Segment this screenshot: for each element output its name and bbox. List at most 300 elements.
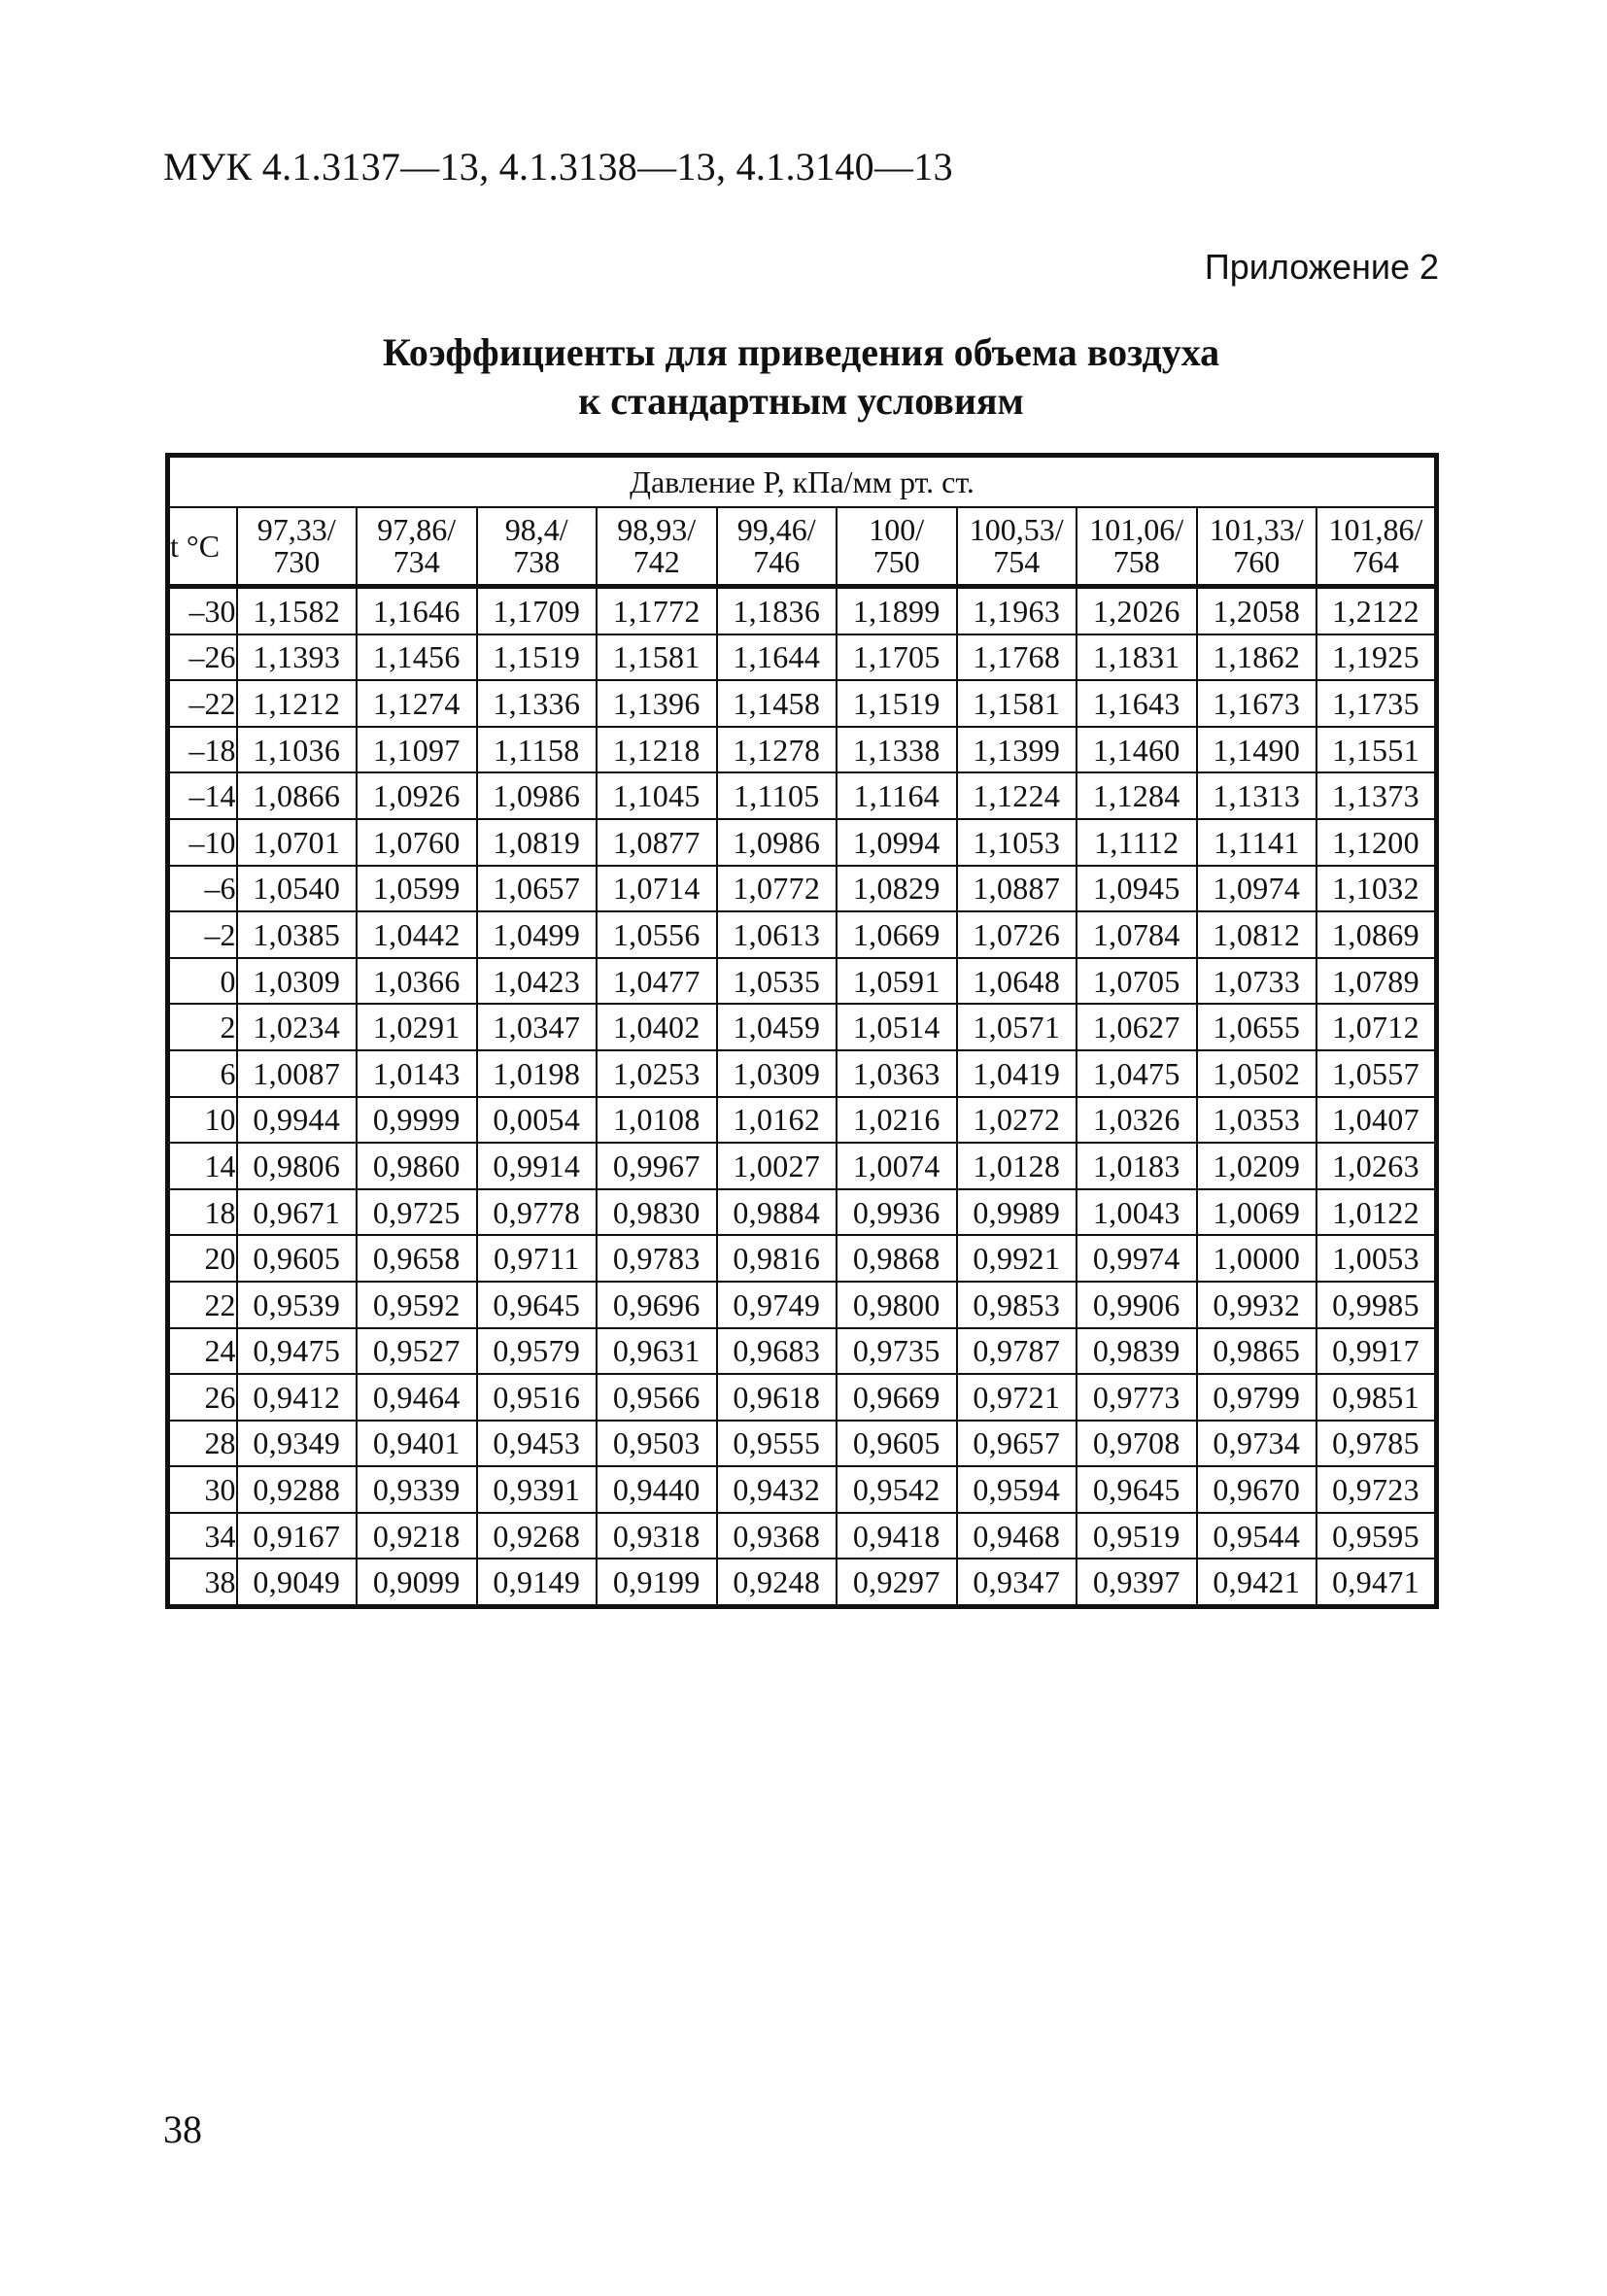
coefficient-cell: 0,9503 <box>597 1421 717 1467</box>
temperature-cell: –6 <box>168 866 237 912</box>
page-title <box>163 328 1439 426</box>
table-row <box>168 911 1437 958</box>
temperature-cell: –26 <box>168 634 237 681</box>
temperature-cell: 6 <box>168 1050 237 1097</box>
column-header <box>837 507 957 587</box>
coefficient-cell: 1,0974 <box>1197 866 1317 912</box>
coefficient-cell: 0,9645 <box>477 1282 598 1328</box>
coefficient-cell: 0,9906 <box>1077 1282 1197 1328</box>
coefficient-cell: 0,9735 <box>837 1328 957 1375</box>
coefficient-cell: 1,1164 <box>837 772 957 819</box>
coefficient-cell: 0,9868 <box>837 1235 957 1282</box>
coefficient-cell: 1,1709 <box>477 587 598 634</box>
coefficient-cell: 1,0945 <box>1077 866 1197 912</box>
coefficient-cell: 1,1519 <box>837 680 957 727</box>
title-line-2: к стандартным условиям <box>578 379 1024 423</box>
coefficient-cell: 1,1097 <box>357 727 477 773</box>
coefficient-cell: 1,0657 <box>477 866 598 912</box>
temperature-cell: 0 <box>168 958 237 1005</box>
column-header-mm: 758 <box>1112 544 1160 579</box>
coefficient-cell: 1,1393 <box>237 634 358 681</box>
coefficient-cell: 1,0234 <box>237 1004 358 1050</box>
coefficient-cell: 0,9049 <box>237 1559 358 1606</box>
coefficient-cell: 1,1581 <box>957 680 1077 727</box>
coefficient-cell: 1,0419 <box>957 1050 1077 1097</box>
coefficient-cell: 1,0877 <box>597 819 717 866</box>
coefficient-cell: 0,9401 <box>357 1421 477 1467</box>
coefficient-cell: 0,9605 <box>237 1235 358 1282</box>
temperature-cell: 30 <box>168 1466 237 1513</box>
coefficient-cell: 0,9542 <box>837 1466 957 1513</box>
column-header-mm: 742 <box>633 544 680 579</box>
coefficient-cell: 1,2058 <box>1197 587 1317 634</box>
table-row <box>168 727 1437 773</box>
coefficient-cell: 1,1274 <box>357 680 477 727</box>
coefficient-cell: 0,9318 <box>597 1513 717 1559</box>
coefficient-cell: 0,9594 <box>957 1466 1077 1513</box>
column-header-mm: 746 <box>753 544 801 579</box>
coefficient-cell: 0,9783 <box>597 1235 717 1282</box>
coefficient-cell: 0,9671 <box>237 1189 358 1236</box>
coefficient-cell: 1,0198 <box>477 1050 598 1097</box>
temperature-cell: 2 <box>168 1004 237 1050</box>
table-row <box>168 680 1437 727</box>
coefficient-cell: 1,0209 <box>1197 1143 1317 1189</box>
coefficient-cell: 0,9418 <box>837 1513 957 1559</box>
coefficient-cell: 0,9605 <box>837 1421 957 1467</box>
coefficient-cell: 1,1373 <box>1316 772 1437 819</box>
coefficient-cell: 1,0655 <box>1197 1004 1317 1050</box>
column-header-kpa: 97,33/ <box>256 512 336 547</box>
coefficient-cell: 1,0074 <box>837 1143 957 1189</box>
coefficient-cell: 1,1582 <box>237 587 358 634</box>
temperature-cell: 28 <box>168 1421 237 1467</box>
coefficient-cell: 1,0253 <box>597 1050 717 1097</box>
coefficient-cell: 0,9787 <box>957 1328 1077 1375</box>
temperature-cell: 22 <box>168 1282 237 1328</box>
coefficient-cell: 1,1036 <box>237 727 358 773</box>
coefficient-cell: 0,9527 <box>357 1328 477 1375</box>
coefficient-cell: 1,0475 <box>1077 1050 1197 1097</box>
table-row <box>168 1189 1437 1236</box>
coefficient-cell: 1,0926 <box>357 772 477 819</box>
temperature-cell: 24 <box>168 1328 237 1375</box>
coefficient-cell: 1,0772 <box>717 866 838 912</box>
column-header <box>957 507 1077 587</box>
coefficient-cell: 0,9725 <box>357 1189 477 1236</box>
coefficient-cell: 1,1551 <box>1316 727 1437 773</box>
title-line-1: Коэффициенты для приведения объема воздуха <box>382 330 1220 374</box>
column-header-kpa: 98,93/ <box>617 512 697 547</box>
table-row <box>168 819 1437 866</box>
coefficient-cell: 1,1224 <box>957 772 1077 819</box>
coefficient-cell: 1,0819 <box>477 819 598 866</box>
coefficient-cell: 1,0986 <box>717 819 838 866</box>
column-header <box>237 507 358 587</box>
coefficient-cell: 1,1643 <box>1077 680 1197 727</box>
coefficient-cell: 1,1646 <box>357 587 477 634</box>
coefficient-cell: 1,0402 <box>597 1004 717 1050</box>
coefficient-cell: 1,0309 <box>717 1050 838 1097</box>
coefficient-cell: 1,0353 <box>1197 1097 1317 1144</box>
coefficient-cell: 1,0366 <box>357 958 477 1005</box>
coefficient-cell: 1,0669 <box>837 911 957 958</box>
coefficient-cell: 0,9464 <box>357 1374 477 1421</box>
coefficient-cell: 0,9799 <box>1197 1374 1317 1421</box>
coefficient-cell: 0,9432 <box>717 1466 838 1513</box>
coefficient-cell: 0,9936 <box>837 1189 957 1236</box>
table-row <box>168 958 1437 1005</box>
coefficient-cell: 0,9721 <box>957 1374 1077 1421</box>
coefficient-cell: 0,9618 <box>717 1374 838 1421</box>
coefficient-cell: 0,9711 <box>477 1235 598 1282</box>
coefficient-cell: 1,0309 <box>237 958 358 1005</box>
coefficient-cell: 1,0128 <box>957 1143 1077 1189</box>
coefficient-cell: 0,9999 <box>357 1097 477 1144</box>
coefficient-cell: 1,1336 <box>477 680 598 727</box>
column-header <box>717 507 838 587</box>
coefficient-cell: 0,9391 <box>477 1466 598 1513</box>
coefficient-cell: 1,1212 <box>237 680 358 727</box>
coefficient-cell: 0,9218 <box>357 1513 477 1559</box>
coefficient-cell: 1,1836 <box>717 587 838 634</box>
coefficient-cell: 1,0423 <box>477 958 598 1005</box>
coefficient-cell: 0,9149 <box>477 1559 598 1606</box>
temperature-cell: 34 <box>168 1513 237 1559</box>
coefficient-cell: 0,9397 <box>1077 1559 1197 1606</box>
coefficient-cell: 0,9297 <box>837 1559 957 1606</box>
coefficient-cell: 0,9268 <box>477 1513 598 1559</box>
coefficient-cell: 0,9288 <box>237 1466 358 1513</box>
coefficient-cell: 0,9785 <box>1316 1421 1437 1467</box>
coefficient-cell: 1,1519 <box>477 634 598 681</box>
coefficient-cell: 0,9248 <box>717 1559 838 1606</box>
table-row <box>168 1235 1437 1282</box>
temperature-cell: 38 <box>168 1559 237 1606</box>
coefficient-cell: 0,9579 <box>477 1328 598 1375</box>
coefficient-cell: 0,9944 <box>237 1097 358 1144</box>
coefficient-cell: 1,0789 <box>1316 958 1437 1005</box>
coefficient-cell: 0,9932 <box>1197 1282 1317 1328</box>
table-row <box>168 1513 1437 1559</box>
coefficient-cell: 1,0866 <box>237 772 358 819</box>
temperature-cell: –30 <box>168 587 237 634</box>
table-row <box>168 1097 1437 1144</box>
table-row <box>168 1282 1437 1328</box>
coefficient-cell: 0,9349 <box>237 1421 358 1467</box>
coefficient-cell: 1,0216 <box>837 1097 957 1144</box>
coefficient-cell: 1,1458 <box>717 680 838 727</box>
coefficient-cell: 1,0499 <box>477 911 598 958</box>
coefficient-table <box>165 453 1439 1609</box>
coefficient-cell: 1,0733 <box>1197 958 1317 1005</box>
coefficient-cell: 1,0183 <box>1077 1143 1197 1189</box>
table-row <box>168 1466 1437 1513</box>
coefficient-cell: 0,9471 <box>1316 1559 1437 1606</box>
coefficient-cell: 1,0442 <box>357 911 477 958</box>
table-row <box>168 866 1437 912</box>
table-row <box>168 587 1437 634</box>
coefficient-cell: 0,9839 <box>1077 1328 1197 1375</box>
coefficient-cell: 0,9670 <box>1197 1466 1317 1513</box>
coefficient-cell: 1,0760 <box>357 819 477 866</box>
coefficient-cell: 1,1396 <box>597 680 717 727</box>
coefficient-cell: 1,0000 <box>1197 1235 1317 1282</box>
coefficient-cell: 0,9773 <box>1077 1374 1197 1421</box>
coefficient-cell: 1,0714 <box>597 866 717 912</box>
coefficient-cell: 1,1218 <box>597 727 717 773</box>
coefficient-cell: 0,9592 <box>357 1282 477 1328</box>
table-row <box>168 634 1437 681</box>
coefficient-cell: 1,0812 <box>1197 911 1317 958</box>
coefficient-cell: 0,9167 <box>237 1513 358 1559</box>
coefficient-cell: 1,1772 <box>597 587 717 634</box>
coefficient-cell: 0,9967 <box>597 1143 717 1189</box>
column-header <box>357 507 477 587</box>
coefficient-cell: 1,1045 <box>597 772 717 819</box>
coefficient-cell: 1,0477 <box>597 958 717 1005</box>
coefficient-cell: 1,0069 <box>1197 1189 1317 1236</box>
coefficient-cell: 0,9708 <box>1077 1421 1197 1467</box>
coefficient-cell: 1,0053 <box>1316 1235 1437 1282</box>
coefficient-cell: 1,0143 <box>357 1050 477 1097</box>
coefficient-cell: 1,1925 <box>1316 634 1437 681</box>
coefficient-cell: 1,0385 <box>237 911 358 958</box>
table-row <box>168 772 1437 819</box>
column-header-mm: 730 <box>273 544 321 579</box>
table-row <box>168 1374 1437 1421</box>
coefficient-cell: 1,1053 <box>957 819 1077 866</box>
coefficient-cell: 0,9539 <box>237 1282 358 1328</box>
coefficient-cell: 0,9453 <box>477 1421 598 1467</box>
temperature-cell: 18 <box>168 1189 237 1236</box>
column-header <box>597 507 717 587</box>
column-header-kpa: 100/ <box>869 512 925 547</box>
page-number: 38 <box>163 2108 202 2151</box>
coefficient-cell: 0,9734 <box>1197 1421 1317 1467</box>
table-body <box>168 587 1437 1607</box>
table-row <box>168 1421 1437 1467</box>
coefficient-cell: 0,9658 <box>357 1235 477 1282</box>
coefficient-cell: 0,9806 <box>237 1143 358 1189</box>
coefficient-cell: 1,1862 <box>1197 634 1317 681</box>
coefficient-cell: 1,1705 <box>837 634 957 681</box>
coefficient-cell: 0,9544 <box>1197 1513 1317 1559</box>
coefficient-cell: 1,2122 <box>1316 587 1437 634</box>
coefficient-cell: 0,9749 <box>717 1282 838 1328</box>
coefficient-cell: 0,9099 <box>357 1559 477 1606</box>
column-header-row <box>168 507 1437 587</box>
column-header-mm: 760 <box>1233 544 1281 579</box>
coefficient-cell: 0,9555 <box>717 1421 838 1467</box>
coefficient-cell: 0,9566 <box>597 1374 717 1421</box>
coefficient-cell: 1,0027 <box>717 1143 838 1189</box>
column-header-kpa: 99,46/ <box>736 512 816 547</box>
coefficient-cell: 1,0540 <box>237 866 358 912</box>
coefficient-cell: 0,9339 <box>357 1466 477 1513</box>
coefficient-cell: 0,9412 <box>237 1374 358 1421</box>
coefficient-cell: 1,0272 <box>957 1097 1077 1144</box>
coefficient-cell: 0,9421 <box>1197 1559 1317 1606</box>
table-row <box>168 1004 1437 1050</box>
coefficient-table-container <box>165 453 1439 1609</box>
coefficient-cell: 0,9723 <box>1316 1466 1437 1513</box>
temperature-cell: 14 <box>168 1143 237 1189</box>
coefficient-cell: 0,9696 <box>597 1282 717 1328</box>
coefficient-cell: 1,0347 <box>477 1004 598 1050</box>
coefficient-cell: 1,0869 <box>1316 911 1437 958</box>
coefficient-cell: 1,0887 <box>957 866 1077 912</box>
table-row <box>168 1143 1437 1189</box>
coefficient-cell: 1,1338 <box>837 727 957 773</box>
coefficient-cell: 0,9347 <box>957 1559 1077 1606</box>
coefficient-cell: 1,0087 <box>237 1050 358 1097</box>
coefficient-cell: 1,0502 <box>1197 1050 1317 1097</box>
coefficient-cell: 1,0571 <box>957 1004 1077 1050</box>
coefficient-cell: 1,1831 <box>1077 634 1197 681</box>
coefficient-cell: 0,0054 <box>477 1097 598 1144</box>
temperature-cell: –2 <box>168 911 237 958</box>
coefficient-cell: 1,1141 <box>1197 819 1317 866</box>
coefficient-cell: 0,9368 <box>717 1513 838 1559</box>
coefficient-cell: 1,0829 <box>837 866 957 912</box>
coefficient-cell: 1,0599 <box>357 866 477 912</box>
coefficient-cell: 0,9914 <box>477 1143 598 1189</box>
coefficient-cell: 1,0407 <box>1316 1097 1437 1144</box>
coefficient-cell: 1,0591 <box>837 958 957 1005</box>
coefficient-cell: 1,1899 <box>837 587 957 634</box>
coefficient-cell: 0,9657 <box>957 1421 1077 1467</box>
coefficient-cell: 1,1112 <box>1077 819 1197 866</box>
coefficient-cell: 1,0627 <box>1077 1004 1197 1050</box>
column-header-kpa: 101,86/ <box>1328 512 1423 547</box>
coefficient-cell: 1,0613 <box>717 911 838 958</box>
coefficient-cell: 0,9917 <box>1316 1328 1437 1375</box>
temperature-cell: 10 <box>168 1097 237 1144</box>
coefficient-cell: 1,1456 <box>357 634 477 681</box>
coefficient-cell: 1,0263 <box>1316 1143 1437 1189</box>
temperature-cell: –10 <box>168 819 237 866</box>
coefficient-cell: 1,0363 <box>837 1050 957 1097</box>
coefficient-cell: 0,9853 <box>957 1282 1077 1328</box>
column-header-kpa: 100,53/ <box>969 512 1064 547</box>
coefficient-cell: 0,9519 <box>1077 1513 1197 1559</box>
table-row <box>168 1328 1437 1375</box>
coefficient-cell: 0,9645 <box>1077 1466 1197 1513</box>
temperature-cell: –18 <box>168 727 237 773</box>
appendix-label: Приложение 2 <box>1204 247 1439 287</box>
coefficient-cell: 0,9199 <box>597 1559 717 1606</box>
coefficient-cell: 0,9974 <box>1077 1235 1197 1282</box>
coefficient-cell: 1,1200 <box>1316 819 1437 866</box>
coefficient-cell: 0,9778 <box>477 1189 598 1236</box>
coefficient-cell: 0,9851 <box>1316 1374 1437 1421</box>
coefficient-cell: 0,9865 <box>1197 1328 1317 1375</box>
coefficient-cell: 1,1284 <box>1077 772 1197 819</box>
coefficient-cell: 1,0701 <box>237 819 358 866</box>
temperature-cell: 20 <box>168 1235 237 1282</box>
coefficient-cell: 0,9830 <box>597 1189 717 1236</box>
coefficient-cell: 0,9921 <box>957 1235 1077 1282</box>
coefficient-cell: 1,0726 <box>957 911 1077 958</box>
column-header <box>1197 507 1317 587</box>
column-header-mm: 750 <box>872 544 920 579</box>
coefficient-cell: 0,9683 <box>717 1328 838 1375</box>
coefficient-cell: 1,0556 <box>597 911 717 958</box>
column-header <box>477 507 598 587</box>
coefficient-cell: 0,9516 <box>477 1374 598 1421</box>
column-header-mm: 754 <box>993 544 1041 579</box>
coefficient-cell: 1,1644 <box>717 634 838 681</box>
coefficient-cell: 0,9468 <box>957 1513 1077 1559</box>
column-header <box>1316 507 1437 587</box>
column-header-kpa: 97,86/ <box>377 512 457 547</box>
coefficient-cell: 1,0986 <box>477 772 598 819</box>
column-header-mm: 764 <box>1352 544 1399 579</box>
coefficient-cell: 0,9595 <box>1316 1513 1437 1559</box>
pressure-header: Давление P, кПа/мм рт. ст. <box>168 456 1437 508</box>
coefficient-cell: 0,9860 <box>357 1143 477 1189</box>
coefficient-cell: 1,0043 <box>1077 1189 1197 1236</box>
coefficient-cell: 0,9800 <box>837 1282 957 1328</box>
table-row <box>168 1050 1437 1097</box>
coefficient-cell: 1,1581 <box>597 634 717 681</box>
coefficient-cell: 1,0994 <box>837 819 957 866</box>
document-code: МУК 4.1.3137—13, 4.1.3138—13, 4.1.3140—13 <box>163 145 953 188</box>
coefficient-cell: 1,0514 <box>837 1004 957 1050</box>
coefficient-cell: 1,1963 <box>957 587 1077 634</box>
coefficient-cell: 1,1105 <box>717 772 838 819</box>
coefficient-cell: 0,9669 <box>837 1374 957 1421</box>
coefficient-cell: 0,9884 <box>717 1189 838 1236</box>
temperature-cell: –14 <box>168 772 237 819</box>
coefficient-cell: 1,0108 <box>597 1097 717 1144</box>
coefficient-cell: 0,9475 <box>237 1328 358 1375</box>
coefficient-cell: 1,0705 <box>1077 958 1197 1005</box>
coefficient-cell: 1,1673 <box>1197 680 1317 727</box>
coefficient-cell: 0,9989 <box>957 1189 1077 1236</box>
coefficient-cell: 1,1460 <box>1077 727 1197 773</box>
coefficient-cell: 1,0326 <box>1077 1097 1197 1144</box>
coefficient-cell: 1,0712 <box>1316 1004 1437 1050</box>
coefficient-cell: 1,0648 <box>957 958 1077 1005</box>
temperature-cell: –22 <box>168 680 237 727</box>
coefficient-cell: 1,0162 <box>717 1097 838 1144</box>
coefficient-cell: 1,1768 <box>957 634 1077 681</box>
coefficient-cell: 1,0459 <box>717 1004 838 1050</box>
column-header-kpa: 98,4/ <box>504 512 568 547</box>
temperature-header: t °C <box>168 507 237 587</box>
coefficient-cell: 1,0557 <box>1316 1050 1437 1097</box>
coefficient-cell: 1,1490 <box>1197 727 1317 773</box>
coefficient-cell: 1,0291 <box>357 1004 477 1050</box>
coefficient-cell: 1,1735 <box>1316 680 1437 727</box>
table-header-row <box>168 456 1437 508</box>
column-header-kpa: 101,33/ <box>1209 512 1304 547</box>
coefficient-cell: 1,1158 <box>477 727 598 773</box>
coefficient-cell: 1,1032 <box>1316 866 1437 912</box>
column-header-kpa: 101,06/ <box>1089 512 1184 547</box>
coefficient-cell: 1,1313 <box>1197 772 1317 819</box>
column-header-mm: 734 <box>393 544 440 579</box>
column-header <box>1077 507 1197 587</box>
coefficient-cell: 1,0535 <box>717 958 838 1005</box>
coefficient-cell: 1,0784 <box>1077 911 1197 958</box>
coefficient-cell: 0,9816 <box>717 1235 838 1282</box>
temperature-cell: 26 <box>168 1374 237 1421</box>
column-header-mm: 738 <box>513 544 561 579</box>
coefficient-cell: 0,9631 <box>597 1328 717 1375</box>
